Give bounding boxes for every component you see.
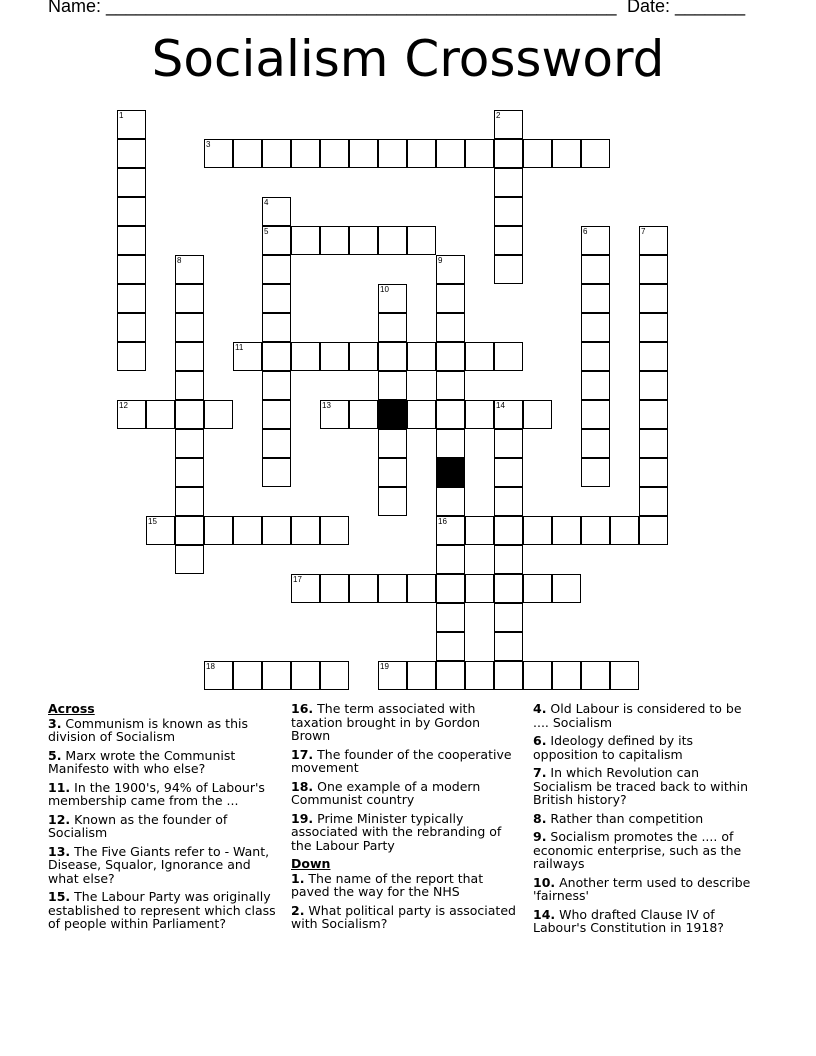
grid-cell[interactable]: [407, 661, 436, 690]
grid-cell[interactable]: [494, 110, 523, 139]
clue-item-number: 8.: [533, 810, 547, 826]
grid-cell[interactable]: [494, 168, 523, 197]
grid-cell[interactable]: [494, 342, 523, 371]
clue-item-text: The Labour Party was originally established to represent which class of people within Parliament?: [48, 889, 276, 931]
grid-cell[interactable]: [233, 661, 262, 690]
grid-cell[interactable]: [436, 487, 465, 516]
grid-cell[interactable]: [204, 516, 233, 545]
clue-item-text: Ideology defined by its opposition to capitalism: [533, 733, 694, 762]
grid-cell[interactable]: [378, 458, 407, 487]
clue-item-text: Another term used to describe 'fairness': [533, 874, 751, 903]
clue-item: [533, 908, 761, 935]
clue-number: 3: [206, 140, 211, 149]
grid-cell[interactable]: [117, 400, 146, 429]
clue-item-number: 18.: [291, 778, 314, 794]
clue-item: [533, 876, 761, 903]
grid-cell[interactable]: [175, 400, 204, 429]
grid-cell[interactable]: [262, 342, 291, 371]
grid-cell[interactable]: [436, 574, 465, 603]
clue-item: [291, 748, 519, 775]
grid-cell[interactable]: [639, 487, 668, 516]
grid-cell[interactable]: [581, 226, 610, 255]
clue-item-text: The Five Giants refer to - Want, Disease, Squalor, Ignorance and what else?: [48, 843, 270, 886]
grid-cell[interactable]: [320, 516, 349, 545]
clue-item-text: Old Labour is considered to be .... Socialism: [533, 701, 742, 730]
clue-item: [48, 781, 276, 808]
grid-cell[interactable]: [320, 139, 349, 168]
grid-cell[interactable]: [639, 226, 668, 255]
clue-item: [291, 812, 519, 853]
grid-cell[interactable]: [494, 661, 523, 690]
grid-cell[interactable]: [204, 661, 233, 690]
grid-cell[interactable]: [639, 400, 668, 429]
grid-cell[interactable]: [494, 545, 523, 574]
grid-cell[interactable]: [117, 110, 146, 139]
clue-number: 7: [641, 227, 646, 236]
grid-cell[interactable]: [436, 255, 465, 284]
clue-number: 1: [119, 111, 124, 120]
clue-item-number: 9.: [533, 829, 547, 844]
clue-item-text: Prime Minister typically associated with the rebranding of the Labour Party: [291, 810, 502, 853]
clue-number: 16: [438, 517, 447, 526]
name-field[interactable]: Name: ___________________________________________________: [48, 0, 617, 16]
grid-cell[interactable]: [523, 516, 552, 545]
grid-cell[interactable]: [407, 139, 436, 168]
grid-cell[interactable]: [146, 516, 175, 545]
down-clue-list: [291, 872, 519, 931]
grid-cell[interactable]: [378, 371, 407, 400]
grid-cell[interactable]: [581, 400, 610, 429]
grid-cell[interactable]: [407, 400, 436, 429]
clue-number: 17: [293, 575, 302, 584]
grid-cell[interactable]: [262, 516, 291, 545]
grid-cell[interactable]: [494, 487, 523, 516]
grid-cell[interactable]: [639, 342, 668, 371]
grid-cell[interactable]: [436, 371, 465, 400]
grid-cell[interactable]: [465, 139, 494, 168]
grid-cell[interactable]: [581, 429, 610, 458]
clue-item-number: 16.: [291, 701, 314, 716]
grid-cell[interactable]: [523, 574, 552, 603]
clue-number: 14: [496, 401, 505, 410]
grid-cell[interactable]: [436, 284, 465, 313]
clue-item-number: 17.: [291, 746, 314, 762]
clue-number: 19: [380, 662, 389, 671]
grid-cell[interactable]: [494, 516, 523, 545]
grid-cell[interactable]: [262, 139, 291, 168]
clue-number: 12: [119, 401, 128, 410]
grid-cell[interactable]: [117, 313, 146, 342]
clue-item: [533, 766, 761, 807]
clue-item-text: Known as the founder of Socialism: [48, 811, 228, 840]
grid-cell[interactable]: [117, 226, 146, 255]
clue-number: 6: [583, 227, 588, 236]
grid-cell[interactable]: [407, 342, 436, 371]
grid-cell[interactable]: [175, 255, 204, 284]
grid-cell[interactable]: [378, 342, 407, 371]
grid-cell[interactable]: [175, 371, 204, 400]
grid-cell[interactable]: [146, 400, 175, 429]
grid-cell[interactable]: [378, 661, 407, 690]
across-clue-list: [48, 717, 276, 931]
clue-item-text: Rather than competition: [546, 810, 704, 826]
grid-cell[interactable]: [523, 661, 552, 690]
clues-column-1: [48, 702, 276, 936]
clue-item: [48, 845, 276, 886]
clue-item-text: Socialism promotes the .... of economic enterprise, such as the railways: [533, 829, 742, 871]
grid-cell[interactable]: [262, 371, 291, 400]
grid-cell[interactable]: [262, 458, 291, 487]
clue-number: 2: [496, 111, 501, 120]
grid-cell[interactable]: [523, 400, 552, 429]
grid-cell[interactable]: [610, 661, 639, 690]
grid-cell[interactable]: [378, 574, 407, 603]
clue-number: 13: [322, 401, 331, 410]
clue-item: [48, 749, 276, 776]
grid-cell[interactable]: [117, 197, 146, 226]
down-clue-list-continued: [533, 702, 761, 935]
grid-cell[interactable]: [378, 487, 407, 516]
across-heading: Across: [48, 701, 95, 716]
grid-cell[interactable]: [117, 342, 146, 371]
clue-item-number: 12.: [48, 811, 71, 827]
clue-item-number: 1.: [291, 870, 305, 886]
grid-cell[interactable]: [465, 516, 494, 545]
grid-cell[interactable]: [494, 603, 523, 632]
clue-item-number: 10.: [533, 874, 556, 890]
grid-cell[interactable]: [436, 516, 465, 545]
clue-item-text: The term associated with taxation brought in by Gordon Brown: [291, 701, 481, 743]
grid-cell[interactable]: [639, 429, 668, 458]
grid-cell[interactable]: [262, 429, 291, 458]
grid-cell[interactable]: [117, 139, 146, 168]
grid-cell[interactable]: [465, 400, 494, 429]
grid-cell[interactable]: [639, 458, 668, 487]
grid-cell[interactable]: [291, 574, 320, 603]
grid-cell[interactable]: [117, 284, 146, 313]
grid-cell[interactable]: [204, 139, 233, 168]
grid-cell[interactable]: [175, 516, 204, 545]
grid-cell[interactable]: [378, 313, 407, 342]
grid-cell[interactable]: [175, 487, 204, 516]
clue-number: 4: [264, 198, 269, 207]
clue-item: [291, 702, 519, 743]
clue-number: 10: [380, 285, 389, 294]
grid-cell[interactable]: [320, 342, 349, 371]
page-title: Socialism Crossword: [151, 30, 665, 88]
grid-cell[interactable]: [639, 371, 668, 400]
grid-cell[interactable]: [552, 139, 581, 168]
grid-cell[interactable]: [465, 342, 494, 371]
clue-item-number: 3.: [48, 715, 62, 731]
grid-cell[interactable]: [436, 661, 465, 690]
clue-item: [48, 717, 276, 744]
grid-cell[interactable]: [465, 574, 494, 603]
blocked-cell: [436, 458, 465, 487]
grid-cell[interactable]: [349, 574, 378, 603]
grid-cell[interactable]: [581, 342, 610, 371]
grid-cell[interactable]: [552, 661, 581, 690]
clue-item-number: 6.: [533, 733, 547, 748]
grid-cell[interactable]: [320, 574, 349, 603]
grid-cell[interactable]: [436, 429, 465, 458]
grid-cell[interactable]: [378, 284, 407, 313]
date-field[interactable]: Date: _______: [627, 0, 746, 16]
down-heading: Down: [291, 856, 331, 871]
grid-cell[interactable]: [320, 226, 349, 255]
clue-number: 5: [264, 227, 269, 236]
clue-item: [291, 904, 519, 931]
grid-cell[interactable]: [494, 429, 523, 458]
grid-cell[interactable]: [581, 458, 610, 487]
clue-item-number: 11.: [48, 779, 71, 795]
grid-cell[interactable]: [494, 139, 523, 168]
grid-cell[interactable]: [117, 255, 146, 284]
clue-item-number: 15.: [48, 889, 71, 904]
clues-column-3: [533, 702, 761, 940]
grid-cell[interactable]: [378, 139, 407, 168]
grid-cell[interactable]: [523, 139, 552, 168]
grid-cell[interactable]: [262, 284, 291, 313]
grid-cell[interactable]: [349, 400, 378, 429]
grid-cell[interactable]: [407, 574, 436, 603]
grid-cell[interactable]: [494, 458, 523, 487]
across-clue-list-continued: [291, 702, 519, 852]
grid-cell[interactable]: [378, 226, 407, 255]
grid-cell[interactable]: [581, 284, 610, 313]
grid-cell[interactable]: [378, 429, 407, 458]
grid-cell[interactable]: [436, 313, 465, 342]
clue-item: [533, 830, 761, 871]
grid-cell[interactable]: [262, 661, 291, 690]
grid-cell[interactable]: [494, 632, 523, 661]
clue-item: [533, 734, 761, 761]
clue-item-number: 13.: [48, 843, 71, 859]
clue-item-number: 2.: [291, 902, 305, 918]
clue-number: 15: [148, 517, 157, 526]
grid-cell[interactable]: [494, 574, 523, 603]
grid-cell[interactable]: [581, 661, 610, 690]
grid-cell[interactable]: [233, 516, 262, 545]
clues-column-2: [291, 702, 519, 936]
clue-item: [533, 702, 761, 729]
grid-cell[interactable]: [639, 284, 668, 313]
grid-cell[interactable]: [204, 400, 233, 429]
grid-cell[interactable]: [175, 342, 204, 371]
clue-item: [48, 813, 276, 840]
grid-cell[interactable]: [320, 400, 349, 429]
clue-item-number: 4.: [533, 701, 547, 716]
grid-cell[interactable]: [436, 603, 465, 632]
grid-cell[interactable]: [117, 168, 146, 197]
grid-cell[interactable]: [436, 400, 465, 429]
grid-cell[interactable]: [349, 226, 378, 255]
clue-item: [533, 812, 761, 826]
clue-item-number: 14.: [533, 906, 556, 922]
grid-cell[interactable]: [581, 313, 610, 342]
clue-item-text: The name of the report that paved the way for the NHS: [291, 870, 484, 899]
grid-cell[interactable]: [262, 255, 291, 284]
grid-cell[interactable]: [175, 458, 204, 487]
grid-cell[interactable]: [262, 197, 291, 226]
grid-cell[interactable]: [552, 574, 581, 603]
grid-cell[interactable]: [407, 226, 436, 255]
grid-cell[interactable]: [494, 255, 523, 284]
grid-cell[interactable]: [233, 139, 262, 168]
grid-cell[interactable]: [262, 313, 291, 342]
grid-cell[interactable]: [291, 516, 320, 545]
grid-cell[interactable]: [494, 400, 523, 429]
grid-cell[interactable]: [349, 342, 378, 371]
grid-cell[interactable]: [581, 371, 610, 400]
clue-item: [291, 872, 519, 899]
clue-number: 18: [206, 662, 215, 671]
grid-cell[interactable]: [581, 516, 610, 545]
clue-item-text: What political party is associated with Socialism?: [291, 902, 516, 931]
clue-item-text: The founder of the cooperative movement: [291, 746, 512, 775]
grid-cell[interactable]: [291, 661, 320, 690]
clue-item-number: 19.: [291, 810, 314, 826]
grid-cell[interactable]: [436, 545, 465, 574]
grid-cell[interactable]: [552, 516, 581, 545]
grid-cell[interactable]: [581, 139, 610, 168]
grid-cell[interactable]: [233, 342, 262, 371]
grid-cell[interactable]: [639, 255, 668, 284]
clue-item-text: In the 1900's, 94% of Labour's membership came from the ...: [48, 779, 265, 808]
grid-cell[interactable]: [320, 661, 349, 690]
grid-cell[interactable]: [175, 545, 204, 574]
blocked-cell: [378, 400, 407, 429]
grid-cell[interactable]: [262, 226, 291, 255]
grid-cell[interactable]: [175, 284, 204, 313]
grid-cell[interactable]: [175, 313, 204, 342]
clue-item: [291, 780, 519, 807]
clue-item-text: In which Revolution can Socialism be traced back to within British history?: [533, 765, 749, 807]
clue-item-text: Communism is known as this division of Socialism: [48, 715, 248, 744]
grid-cell[interactable]: [436, 342, 465, 371]
grid-cell[interactable]: [262, 400, 291, 429]
clue-item-number: 5.: [48, 747, 62, 763]
grid-cell[interactable]: [291, 226, 320, 255]
grid-cell[interactable]: [291, 139, 320, 168]
grid-cell[interactable]: [291, 342, 320, 371]
clue-number: 9: [438, 256, 443, 265]
grid-cell[interactable]: [465, 661, 494, 690]
clue-number: 8: [177, 256, 182, 265]
grid-cell[interactable]: [581, 255, 610, 284]
grid-cell[interactable]: [494, 226, 523, 255]
grid-cell[interactable]: [639, 313, 668, 342]
grid-cell[interactable]: [610, 516, 639, 545]
clue-item-number: 7.: [533, 765, 547, 780]
grid-cell[interactable]: [436, 632, 465, 661]
grid-cell[interactable]: [436, 139, 465, 168]
clue-item: [48, 890, 276, 931]
clue-item-text: One example of a modern Communist country: [291, 778, 481, 807]
clue-item-text: Who drafted Clause IV of Labour's Constitution in 1918?: [533, 906, 724, 935]
grid-cell[interactable]: [494, 197, 523, 226]
grid-cell[interactable]: [175, 429, 204, 458]
clue-number: 11: [235, 343, 244, 352]
grid-cell[interactable]: [349, 139, 378, 168]
clue-item-text: Marx wrote the Communist Manifesto with who else?: [48, 747, 236, 776]
grid-cell[interactable]: [639, 516, 668, 545]
